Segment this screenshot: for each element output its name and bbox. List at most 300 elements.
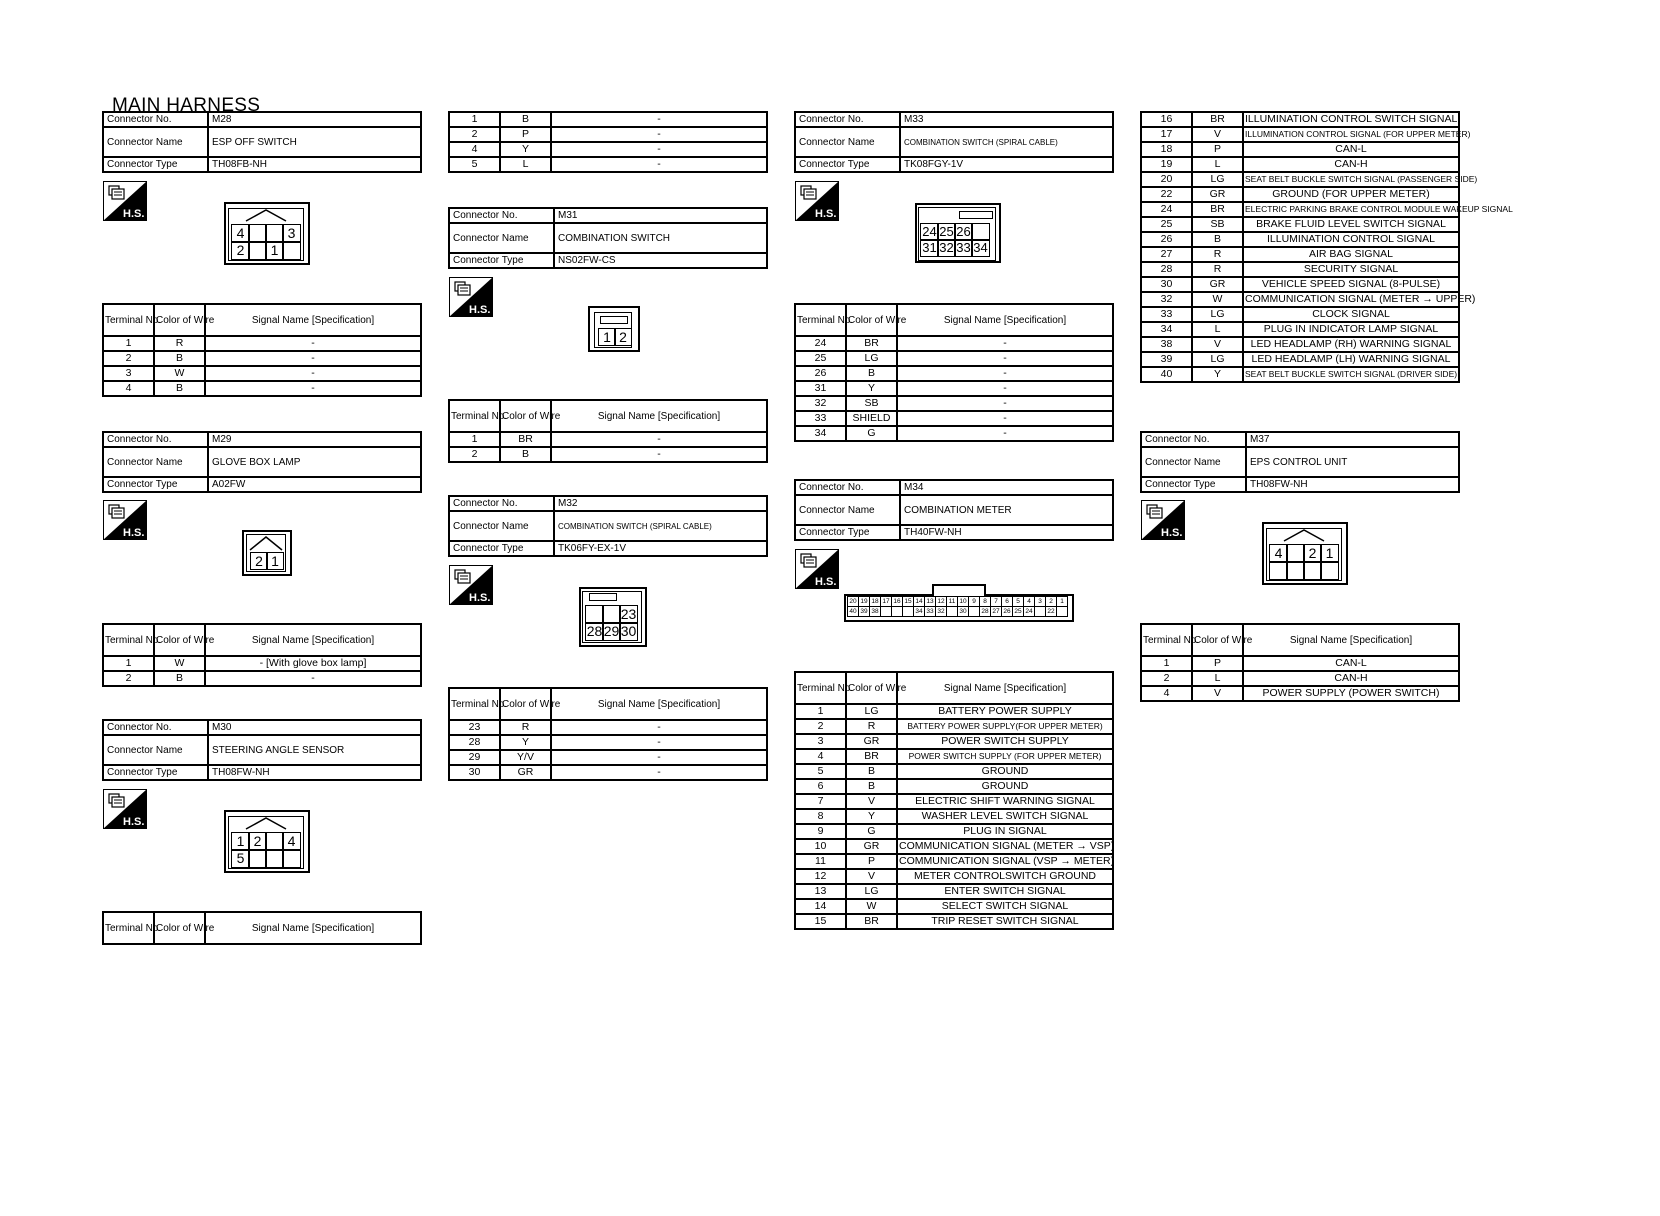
connector-no-value: M32 [554,496,767,511]
table-row [103,671,421,686]
table-row [1141,322,1459,337]
table-row [449,765,767,780]
connector-name-label: Connector Name [103,447,208,477]
signal-name-cell: CAN-L [1243,656,1459,671]
table-row [1141,172,1459,187]
pin-cell: 8 [979,596,991,607]
table-row [795,839,1113,854]
wire-color-cell: B [500,447,551,462]
terminal-no-cell: 1 [103,336,154,351]
svg-text:H.S.: H.S. [123,527,145,539]
pin-cell: 2 [1303,544,1322,563]
wire-color-cell: LG [846,351,897,366]
harness-side-icon [795,549,839,589]
terminal-no-cell: 30 [449,765,500,780]
table-row [1141,187,1459,202]
pin-cell: 10 [957,596,969,607]
connector-type-row [1141,477,1459,492]
wire-color-cell: W [1192,292,1243,307]
signal-name-cell: - [205,381,421,396]
signal-name-cell: AIR BAG SIGNAL [1243,247,1459,262]
wire-color-cell: Y [500,142,551,157]
signal-name-cell: SECURITY SIGNAL [1243,262,1459,277]
table-row [795,351,1113,366]
connector-type-row [103,477,421,492]
m34-signal-table [794,671,1114,930]
m31-connector [588,306,640,352]
terminal-no-cell: 9 [795,824,846,839]
terminal-no-cell: 24 [795,336,846,351]
signal-name-cell: - [With glove box lamp] [205,656,421,671]
pin-cell: 9 [968,596,980,607]
svg-text:H.S.: H.S. [1161,527,1183,539]
wire-color-cell: BR [1192,202,1243,217]
table-row [1141,202,1459,217]
terminal-no-cell: 38 [1141,337,1192,352]
signal-name-cell: BATTERY POWER SUPPLY [897,704,1113,719]
table-row [103,381,421,396]
wire-color-cell: W [846,899,897,914]
table-row [1141,127,1459,142]
table-row [795,899,1113,914]
harness-side-icon [103,789,147,829]
m30-signal-table-header [102,911,422,945]
connector-name-row [449,511,767,541]
connector-no-value: M33 [900,112,1113,127]
terminal-no-cell: 17 [1141,127,1192,142]
table-row [795,764,1113,779]
table-row [1141,352,1459,367]
terminal-no-cell: 34 [1141,322,1192,337]
pin-cell: 28 [979,606,991,617]
wire-color-cell: L [1192,157,1243,172]
color-of-wire-header: Color of Wire [154,304,205,336]
pin-cell: 24 [920,223,939,241]
pin-cell: 33 [954,239,973,257]
harness-side-icon [103,500,147,540]
pin-cell: 2 [248,832,267,851]
m34-signal-table-cont [1140,111,1513,383]
signal-table-header [103,912,421,944]
table-row [1141,671,1459,686]
signal-name-cell: ILLUMINATION CONTROL SIGNAL (FOR UPPER METER) [1243,127,1459,142]
terminal-no-cell: 4 [103,381,154,396]
m37-connector [1262,522,1348,585]
pin-cell: 27 [990,606,1002,617]
pin-cell: 1 [1056,596,1068,607]
terminal-no-header: Terminal No. [103,624,154,656]
signal-name-cell: ENTER SWITCH SIGNAL [897,884,1113,899]
signal-name-cell: SEAT BELT BUCKLE SWITCH SIGNAL (DRIVER SIDE) [1243,367,1459,382]
svg-text:H.S.: H.S. [123,816,145,828]
table-row [449,735,767,750]
m34-connector [844,584,1076,622]
connector-no-value: M28 [208,112,421,127]
terminal-no-cell: 4 [1141,686,1192,701]
color-of-wire-header: Color of Wire [846,672,897,704]
signal-name-cell: - [551,432,767,447]
wire-color-cell: B [154,351,205,366]
svg-text:H.S.: H.S. [469,304,491,316]
wire-color-cell: SB [1192,217,1243,232]
wire-color-cell: LG [846,884,897,899]
terminal-no-cell: 16 [1141,112,1192,127]
pin-cell: 34 [913,606,925,617]
terminal-no-cell: 26 [795,366,846,381]
m29-header-table [102,431,422,493]
terminal-no-cell: 2 [449,127,500,142]
connector-no-row [103,112,421,127]
table-row [1141,656,1459,671]
pin-cell: 39 [858,606,870,617]
signal-name-cell: - [551,750,767,765]
connector-no-row [795,112,1113,127]
wire-color-cell: Y [500,735,551,750]
terminal-no-cell: 28 [449,735,500,750]
signal-table-header [103,304,421,336]
terminal-no-cell: 19 [1141,157,1192,172]
wire-color-cell: GR [846,839,897,854]
pin-cell: 11 [946,596,958,607]
signal-name-cell: POWER SWITCH SUPPLY [897,734,1113,749]
terminal-no-cell: 34 [795,426,846,441]
signal-name-cell: GROUND [897,779,1113,794]
wire-color-cell: LG [1192,307,1243,322]
pin-cell: 32 [937,239,956,257]
terminal-no-cell: 31 [795,381,846,396]
table-row [449,112,767,127]
wire-color-cell: BR [1192,112,1243,127]
connector-latch [600,316,628,324]
table-row [795,749,1113,764]
signal-name-cell: WASHER LEVEL SWITCH SIGNAL [897,809,1113,824]
wire-color-cell: SB [846,396,897,411]
table-row [103,351,421,366]
signal-name-cell: GROUND (FOR UPPER METER) [1243,187,1459,202]
signal-table-header [795,672,1113,704]
wire-color-cell: BR [846,336,897,351]
connector-name-value: COMBINATION SWITCH (SPIRAL CABLE) [900,127,1113,157]
signal-name-cell: - [551,112,767,127]
pin-cell: 5 [1012,596,1024,607]
wire-color-cell: BR [846,749,897,764]
terminal-no-cell: 6 [795,779,846,794]
table-row [1141,112,1459,127]
connector-type-value: A02FW [208,477,421,492]
pin-cell: 38 [869,606,881,617]
pin-cell: 2 [1045,596,1057,607]
signal-name-header: Signal Name [Specification] [551,688,767,720]
signal-name-cell: - [551,127,767,142]
pin-cell: 26 [954,223,973,241]
terminal-no-cell: 29 [449,750,500,765]
m33-connector [915,203,1001,263]
table-row [795,854,1113,869]
terminal-no-cell: 30 [1141,277,1192,292]
svg-text:H.S.: H.S. [123,208,145,220]
pin-cell: 1 [266,552,284,570]
pin-cell: 30 [957,606,969,617]
table-row [1141,247,1459,262]
signal-name-cell: - [897,381,1113,396]
svg-text:H.S.: H.S. [469,592,491,604]
wire-color-cell: V [1192,127,1243,142]
connector-no-value: M34 [900,480,1113,495]
table-row [795,824,1113,839]
pin-cell: 15 [902,596,914,607]
wire-color-cell: L [1192,671,1243,686]
table-row [1141,337,1459,352]
connector-no-value: M37 [1246,432,1459,447]
terminal-no-header: Terminal No. [795,304,846,336]
terminal-no-cell: 2 [1141,671,1192,686]
table-row [795,366,1113,381]
pin-cell: 25 [937,223,956,241]
wire-color-cell: G [846,426,897,441]
connector-no-label: Connector No. [795,112,900,127]
table-row [1141,262,1459,277]
wire-color-cell: P [1192,656,1243,671]
signal-name-cell: ILLUMINATION CONTROL SIGNAL [1243,232,1459,247]
harness-side-icon [449,277,493,317]
svg-text:H.S.: H.S. [815,576,837,588]
table-row [1141,142,1459,157]
connector-type-label: Connector Type [1141,477,1246,492]
connector-no-row [795,480,1113,495]
table-row [795,779,1113,794]
pin-cell: 26 [1001,606,1013,617]
terminal-no-header: Terminal No. [1141,624,1192,656]
connector-type-value: TK06FY-EX-1V [554,541,767,556]
wire-color-cell: P [846,854,897,869]
m33-signal-table [794,303,1114,442]
pin-cell: 4 [231,224,250,243]
signal-name-cell: POWER SWITCH SUPPLY (FOR UPPER METER) [897,749,1113,764]
connector-name-label: Connector Name [1141,447,1246,477]
pin-cell: 17 [880,596,892,607]
terminal-no-cell: 1 [449,112,500,127]
pin-cell: 34 [971,239,990,257]
wire-color-cell: BR [500,432,551,447]
wire-color-cell: B [154,381,205,396]
signal-name-cell: - [897,426,1113,441]
signal-table-header [1141,624,1459,656]
table-row [795,794,1113,809]
connector-type-row [795,157,1113,172]
connector-type-label: Connector Type [449,541,554,556]
signal-name-header: Signal Name [Specification] [1243,624,1459,656]
pin-cell: 33 [924,606,936,617]
connector-name-row [103,127,421,157]
terminal-no-cell: 14 [795,899,846,914]
wire-color-cell: SHIELD [846,411,897,426]
connector-type-row [103,765,421,780]
m31-signal-table [448,399,768,463]
pin-cell: 28 [586,623,603,639]
terminal-no-cell: 39 [1141,352,1192,367]
table-row [449,447,767,462]
pin-cell: 3 [1034,596,1046,607]
connector-latch [589,593,617,601]
terminal-no-cell: 3 [795,734,846,749]
connector-type-label: Connector Type [795,525,900,540]
pin-cell: 1 [1320,544,1339,563]
terminal-no-cell: 25 [1141,217,1192,232]
pin-cell: 31 [920,239,939,257]
connector-no-row [103,720,421,735]
table-row [1141,367,1459,382]
pin-cell: 7 [990,596,1002,607]
pin-cell: 1 [598,328,616,346]
m32-connector [579,587,647,647]
signal-name-cell: ELECTRIC PARKING BRAKE CONTROL MODULE WAKEUP SIGNAL [1243,202,1459,217]
table-row [449,127,767,142]
terminal-no-cell: 3 [103,366,154,381]
table-row [1141,157,1459,172]
table-row [449,142,767,157]
signal-name-cell: - [551,720,767,735]
terminal-no-cell: 20 [1141,172,1192,187]
signal-name-cell: COMMUNICATION SIGNAL (METER → UPPER) [1245,293,1476,305]
connector-type-value: TH08FB-NH [208,157,421,172]
harness-side-icon [795,181,839,221]
signal-name-cell: METER CONTROLSWITCH GROUND [897,869,1113,884]
terminal-no-cell: 23 [449,720,500,735]
wire-color-cell: Y [1192,367,1243,382]
m37-signal-table [1140,623,1460,702]
terminal-no-cell: 24 [1141,202,1192,217]
table-row [795,809,1113,824]
pin-cell: 29 [603,623,620,639]
terminal-no-cell: 26 [1141,232,1192,247]
signal-name-cell: CAN-H [1243,671,1459,686]
m30-signal-table [448,111,768,173]
table-row [449,432,767,447]
signal-name-cell: - [897,366,1113,381]
wire-color-cell: L [1192,322,1243,337]
connector-type-value: TH08FW-NH [208,765,421,780]
pin-cell: 19 [858,596,870,607]
connector-name-value: COMBINATION METER [900,495,1113,525]
pin-cell: 14 [913,596,925,607]
terminal-no-cell: 22 [1141,187,1192,202]
signal-name-cell: POWER SUPPLY (POWER SWITCH) [1243,686,1459,701]
pin-cell: 2 [250,552,268,570]
pin-cell: 1 [231,832,250,851]
table-row [449,750,767,765]
wire-color-cell: B [1192,232,1243,247]
wire-color-cell: LG [846,704,897,719]
wire-color-cell: Y/V [500,750,551,765]
pin-cell [282,849,301,868]
table-row [103,336,421,351]
connector-lock-tab [932,584,986,596]
signal-name-cell: - [551,142,767,157]
connector-name-value: COMBINATION SWITCH (SPIRAL CABLE) [554,511,767,541]
connector-type-row [795,525,1113,540]
wire-color-cell: P [1192,142,1243,157]
m28-header-table [102,111,422,173]
connector-no-row [1141,432,1459,447]
table-row [103,656,421,671]
wire-color-cell: GR [1192,187,1243,202]
pin-cell [282,241,301,260]
wire-color-cell: B [846,779,897,794]
terminal-no-cell: 15 [795,914,846,929]
terminal-no-cell: 32 [1141,292,1192,307]
connector-name-value: GLOVE BOX LAMP [208,447,421,477]
signal-name-header: Signal Name [Specification] [205,912,421,944]
terminal-no-cell: 5 [449,157,500,172]
table-row [795,396,1113,411]
pin-cell: 2 [231,241,250,260]
wire-color-cell: B [846,366,897,381]
terminal-no-cell: 33 [795,411,846,426]
m37-header-table [1140,431,1460,493]
color-of-wire-header: Color of Wire [500,400,551,432]
connector-name-row [1141,447,1459,477]
m33-header-table [794,111,1114,173]
terminal-no-header: Terminal No. [449,688,500,720]
connector-name-row [795,127,1113,157]
signal-name-cell: PLUG IN SIGNAL [897,824,1113,839]
signal-name-cell: ILLUMINATION CONTROL SWITCH SIGNAL [1245,113,1458,125]
pin-cell [1320,561,1339,580]
signal-name-cell: VEHICLE SPEED SIGNAL (8-PULSE) [1243,277,1459,292]
pin-cell: 5 [231,849,250,868]
connector-no-label: Connector No. [103,432,208,447]
table-row [1141,307,1459,322]
signal-name-cell: - [551,157,767,172]
connector-name-value: STEERING ANGLE SENSOR [208,735,421,765]
pin-cell: 1 [265,241,284,260]
table-row [449,157,767,172]
table-row [795,336,1113,351]
connector-name-label: Connector Name [795,495,900,525]
m28-signal-table [102,303,422,397]
table-row [1141,292,1459,307]
pin-cell: 2 [614,328,632,346]
terminal-no-cell: 1 [1141,656,1192,671]
table-row [1141,686,1459,701]
connector-name-label: Connector Name [449,511,554,541]
terminal-no-cell: 27 [1141,247,1192,262]
signal-name-cell: - [897,351,1113,366]
terminal-no-cell: 8 [795,809,846,824]
harness-side-icon [1141,500,1185,540]
signal-table-header [103,624,421,656]
table-row [795,869,1113,884]
wire-color-cell: LG [1192,172,1243,187]
connector-no-label: Connector No. [449,496,554,511]
connector-name-row [449,223,767,253]
terminal-no-cell: 2 [449,447,500,462]
signal-name-header: Signal Name [Specification] [551,400,767,432]
table-row [795,914,1113,929]
connector-name-row [103,735,421,765]
signal-name-cell: - [551,735,767,750]
signal-table-header [795,304,1113,336]
wire-color-cell: R [154,336,205,351]
wire-color-cell: Y [846,381,897,396]
terminal-no-cell: 2 [795,719,846,734]
terminal-no-cell: 1 [103,656,154,671]
connector-name-value: ESP OFF SWITCH [208,127,421,157]
wire-color-cell: GR [846,734,897,749]
svg-text:H.S.: H.S. [815,208,837,220]
terminal-no-cell: 13 [795,884,846,899]
terminal-no-cell: 12 [795,869,846,884]
